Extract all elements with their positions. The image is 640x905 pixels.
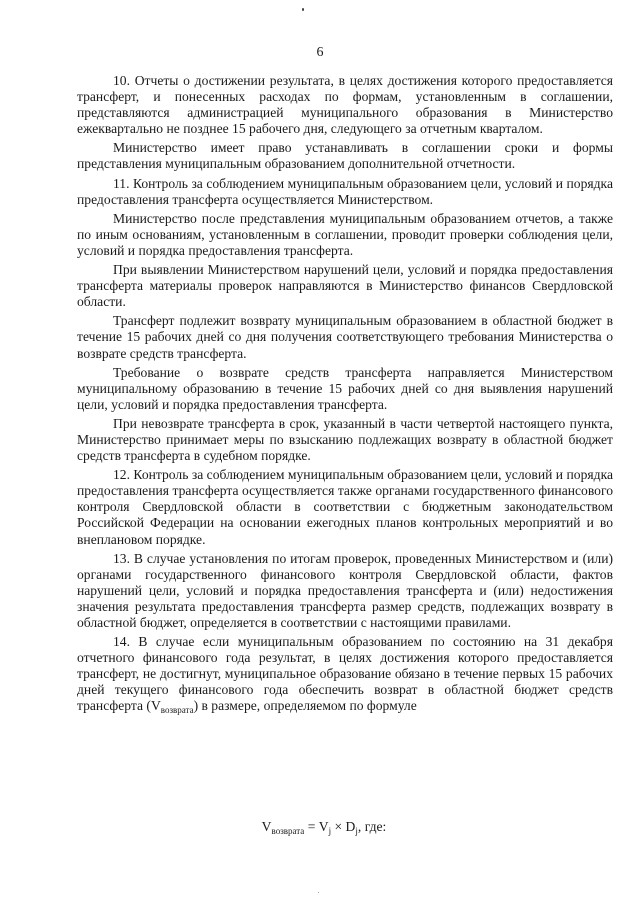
paragraph-11-inspections: Министерство после представления муниципальным образованием отчетов, а также по иным основаниям, установленным в соглашении, проводит проверки соблюдения цели, условий и порядка предоставления трансферта. (77, 210, 613, 258)
formula-d-sub: j (355, 826, 358, 836)
paragraph-14-var-sub: возврата (160, 705, 194, 716)
formula-mid: = V (304, 819, 329, 834)
paragraph-11-court: При невозврате трансферта в срок, указанный в части четвертой настоящего пункта, Министерство принимает меры по взысканию подлежащих возврату в областной бюджет средств трансферта в судебном порядке. (77, 415, 613, 464)
formula-tail: , где: (357, 819, 387, 834)
paragraph-12: 12. Контроль за соблюдением муниципальным образованием цели, условий и порядка предоставления трансферта осуществляется также органами государственного финансового контроля Свердловской области в соответствии с бюджетным законодательством Российской Федерации на основании ежегодных планов контрольных мероприятий и во внеплановом порядке. (77, 467, 613, 547)
scan-speck (318, 892, 319, 893)
paragraph-11-violations: При выявлении Министерством нарушений цели, условий и порядка предоставления трансферта материалы проверок направляются в Министерство финансов Свердловской области. (77, 262, 613, 310)
formula-mid-sub: j (328, 826, 332, 836)
paragraph-10-reporting: Министерство имеет право устанавливать в соглашении сроки и формы представления муниципальным образованием дополнительной отчетности. (77, 140, 613, 172)
page-number: 6 (316, 45, 324, 60)
paragraph-13: 13. В случае установления по итогам проверок, проведенных Министерством и (или) органами государственного финансового контроля Свердловской области, фактов нарушений цели, условий и порядка предоставления трансферта и (или) недостижения значения результата предоставления трансферта размер средств, подлежащих возврату в областной бюджет, определяется в соответствии с настоящими правилами. (77, 550, 613, 630)
document-body (77, 73, 613, 718)
formula-times: × D (331, 819, 356, 834)
paragraph-11: 11. Контроль за соблюдением муниципальным образованием цели, условий и порядка предоставления трансферта осуществляется Министерством. (77, 175, 613, 207)
paragraph-11-demand: Требование о возврате средств трансферта направляется Министерством муниципальному образованию в течение 15 рабочих дней со дня выявления нарушений цели, условий и порядка предоставления трансферта. (77, 364, 613, 412)
scan-speck (302, 8, 304, 11)
paragraph-11-refund: Трансферт подлежит возврату муниципальным образованием в областной бюджет в течение 15 рабочих дней со дня получения соответствующего требования Министерства о возврате средств трансферта. (77, 313, 613, 361)
refund-formula (0, 819, 640, 835)
paragraph-14 (77, 634, 613, 714)
paragraph-14-text: 14. В случае если муниципальным образованием по состоянию на 31 декабря отчетного финансового года результат, в целях достижения которого предоставляется трансферт, не достигнут, муниципальное образование обязано в течение первых 15 рабочих дней текущего финансового года обеспечить возврат в областной бюджет средств трансферта ( (77, 634, 613, 714)
paragraph-14-tail: ) в размере, определяемом по формуле (193, 698, 417, 714)
paragraph-10: 10. Отчеты о достижении результата, в целях достижения которого предоставляется трансферт, и понесенных расходах по формам, установленным в соглашении, представляются администрацией муниципального образования в Министерство ежеквартально не позднее 15 рабочего дня, следующего за отчетным кварталом. (77, 73, 613, 137)
paragraph-14-var: V (150, 698, 161, 714)
formula-lhs: V (261, 819, 272, 834)
formula-lhs-sub: возврата (271, 826, 305, 836)
